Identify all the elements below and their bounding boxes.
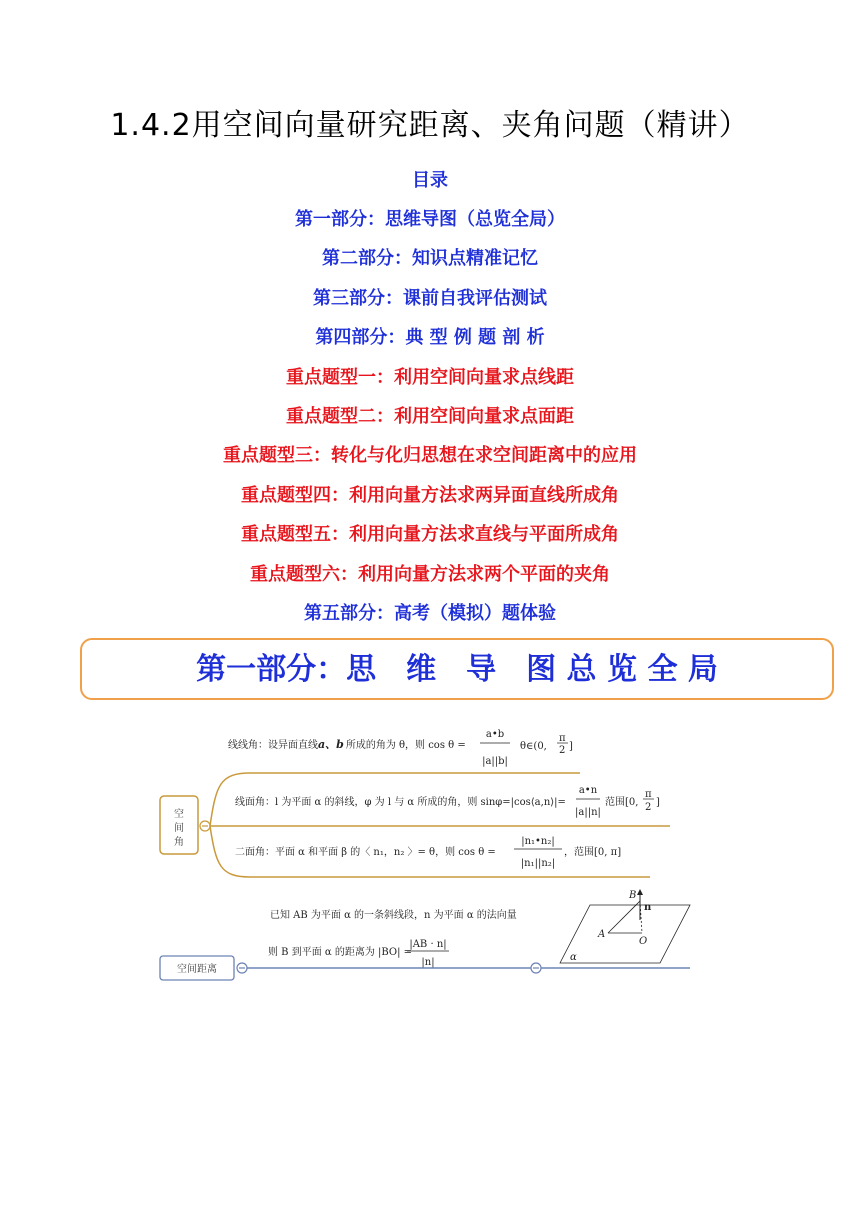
- mind-map: [150, 715, 710, 990]
- toc-item[interactable]: 第二部分：知识点精准记忆: [322, 248, 538, 270]
- branch2-range-2: 2: [645, 802, 652, 813]
- toc-item[interactable]: 第五部分：高考（模拟）题体验: [304, 603, 556, 624]
- branch1-numerator: a•b: [485, 729, 505, 740]
- branch3-numerator: |n₁•n₂|: [521, 836, 555, 847]
- point-b-label: B: [629, 890, 637, 901]
- toc-item[interactable]: 第四部分：典 型 例 题 剖 析: [315, 327, 545, 349]
- branch2-range-pi: π: [645, 789, 652, 800]
- branch3-label: 二面角：平面 α 和平面 β 的〈 n₁，n₂ 〉= θ，则 cos θ =: [235, 847, 496, 858]
- toc-item[interactable]: 重点题型四：利用向量方法求两异面直线所成角: [241, 484, 619, 506]
- point-o-label: O: [639, 936, 648, 947]
- branch2-range-end: ]: [656, 797, 660, 808]
- distance-denominator: |n|: [421, 957, 435, 968]
- branch1-range-2: 2: [559, 745, 566, 756]
- branch1-label: 线线角：设异面直线: [228, 740, 318, 751]
- toc-item[interactable]: 重点题型三：转化与化归思想在求空间距离中的应用: [223, 445, 637, 467]
- branch2-range: 范围[0,: [605, 797, 639, 808]
- page-title: 1.4.2用空间向量研究距离、夹角问题（精讲）: [110, 108, 750, 143]
- branch1-vars: a、b: [318, 738, 344, 751]
- distance-line2: 则 B 到平面 α 的距离为 |BO| =: [268, 947, 413, 958]
- branch1-range-end: ]: [569, 741, 573, 752]
- branch1-denominator: |a||b|: [482, 756, 508, 767]
- distance-line1: 已知 AB 为平面 α 的一条斜线段，n 为平面 α 的法向量: [270, 910, 517, 921]
- branch2-label: 线面角：l 为平面 α 的斜线，φ 为 l 与 α 所成的角，则 sinφ=|cos⟨a,n⟩|=: [235, 797, 566, 808]
- toc-item[interactable]: 重点题型五：利用向量方法求直线与平面所成角: [241, 524, 619, 546]
- angle-node-char: 角: [174, 837, 184, 848]
- section-banner: 第一部分：思 维 导 图 总 览 全 局: [80, 638, 834, 700]
- branch2-denominator: |a||n|: [575, 807, 601, 818]
- toc-item[interactable]: 第一部分：思维导图（总览全局）: [295, 209, 565, 230]
- branch3-denominator: |n₁||n₂|: [520, 858, 556, 869]
- svg-text:线线角：设异面直线a、b所成的角为 θ，则 cos θ =: [228, 738, 466, 751]
- toc-item[interactable]: 重点题型一：利用空间向量求点线距: [286, 366, 574, 388]
- toc-item[interactable]: 重点题型六：利用向量方法求两个平面的夹角: [250, 563, 610, 585]
- angle-node-char: 间: [174, 823, 184, 834]
- point-a-label: A: [598, 929, 606, 940]
- plane-figure: [560, 889, 690, 963]
- angle-node-char: 空: [174, 809, 184, 820]
- branch2-numerator: a•n: [578, 785, 598, 796]
- branch1-range-pi: π: [559, 733, 566, 744]
- toc-item[interactable]: 第三部分：课前自我评估测试: [313, 287, 547, 309]
- branch1-tail: 所成的角为 θ，则 cos θ =: [345, 740, 466, 751]
- branch1-range: θ∈(0,: [520, 741, 547, 752]
- distance-numerator: |AB · n|: [409, 939, 447, 950]
- normal-n-label: n: [644, 902, 652, 913]
- distance-node-label: 空间距离: [177, 964, 217, 975]
- toc-heading: 目录: [412, 170, 448, 191]
- toc-item[interactable]: 重点题型二：利用空间向量求点面距: [286, 406, 574, 427]
- plane-alpha-label: α: [570, 952, 577, 963]
- branch3-range: ，范围[0, π]: [564, 847, 622, 858]
